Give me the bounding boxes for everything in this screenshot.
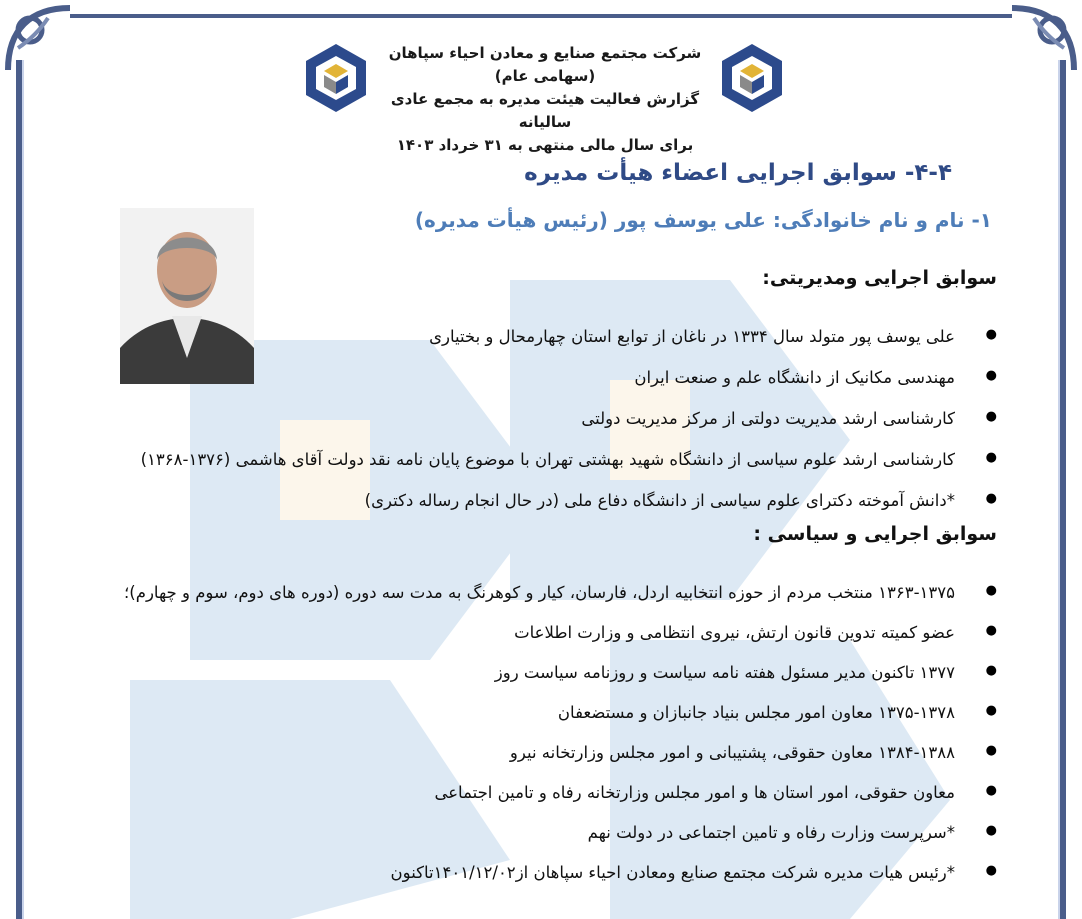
list-item: ● معاون حقوقی، امور استان ها و امور مجلس وزارتخانه رفاه و تامین اجتماعی: [124, 783, 997, 823]
management-list: [141, 327, 997, 532]
list-item: ● کارشناسی ارشد علوم سیاسی از دانشگاه شهید بهشتی تهران با موضوع پایان نامه نقد دولت آقای هاشمی (۱۳۷۶-۱۳۶۸): [141, 450, 997, 491]
management-heading: سوابق اجرایی ومدیریتی:: [762, 267, 997, 289]
page-frame-top: [70, 14, 1012, 18]
company-logo-icon: [716, 42, 788, 114]
list-item: ● *دانش آموخته دکترای علوم سیاسی از دانشگاه دفاع ملی (در حال انجام رساله دکتری): [141, 491, 997, 532]
political-list: [124, 583, 997, 903]
list-item: ● عضو کمیته تدوین قانون ارتش، نیروی انتظامی و وزارت اطلاعات: [124, 623, 997, 663]
page-frame-right: [1058, 60, 1066, 919]
list-item: ● *رئیس هیات مدیره شرکت مجتمع صنایع ومعادن احیاء سپاهان از۱۴۰۱/۱۲/۰۲تاکنون: [124, 863, 997, 903]
list-item: ● *سرپرست وزارت رفاه و تامین اجتماعی در دولت نهم: [124, 823, 997, 863]
list-item: ● کارشناسی ارشد مدیریت دولتی از مرکز مدیریت دولتی: [141, 409, 997, 450]
list-item: ● ۱۳۶۳-۱۳۷۵ منتخب مردم از حوزه انتخابیه اردل، فارسان، کیار و کوهرنگ به مدت سه دوره (دوره های دوم، سوم و چهارم)؛: [124, 583, 997, 623]
company-name: شرکت مجتمع صنایع و معادن احیاء سپاهان (سهامی عام): [388, 44, 702, 85]
report-title: گزارش فعالیت هیئت مدیره به مجمع عادی سالیانه: [390, 90, 700, 131]
fiscal-year: برای سال مالی منتهی به ۳۱ خرداد ۱۴۰۳: [396, 136, 694, 154]
section-title: ۴-۴- سوابق اجرایی اعضاء هیأت مدیره: [524, 160, 952, 186]
list-item: ● ۱۳۷۷ تاکنون مدیر مسئول هفته نامه سیاست و روزنامه سیاست روز: [124, 663, 997, 703]
list-item: ● ۱۳۷۵-۱۳۷۸ معاون امور مجلس بنیاد جانبازان و مستضعفان: [124, 703, 997, 743]
company-logo-icon: [300, 42, 372, 114]
list-item: ● علی یوسف پور متولد سال ۱۳۳۴ در ناغان از توابع استان چهارمحال و بختیاری: [141, 327, 997, 368]
list-item: ● مهندسی مکانیک از دانشگاه علم و صنعت ایران: [141, 368, 997, 409]
header-text-block: [380, 42, 710, 157]
document-header: [0, 38, 1082, 154]
page-frame-left: [16, 60, 24, 919]
person-title: ۱- نام و نام خانوادگی: علی یوسف پور (رئیس هیأت مدیره): [414, 208, 992, 232]
list-item: ● ۱۳۸۴-۱۳۸۸ معاون حقوقی، پشتیبانی و امور مجلس وزارتخانه نیرو: [124, 743, 997, 783]
political-heading: سوابق اجرایی و سیاسی :: [753, 523, 997, 545]
